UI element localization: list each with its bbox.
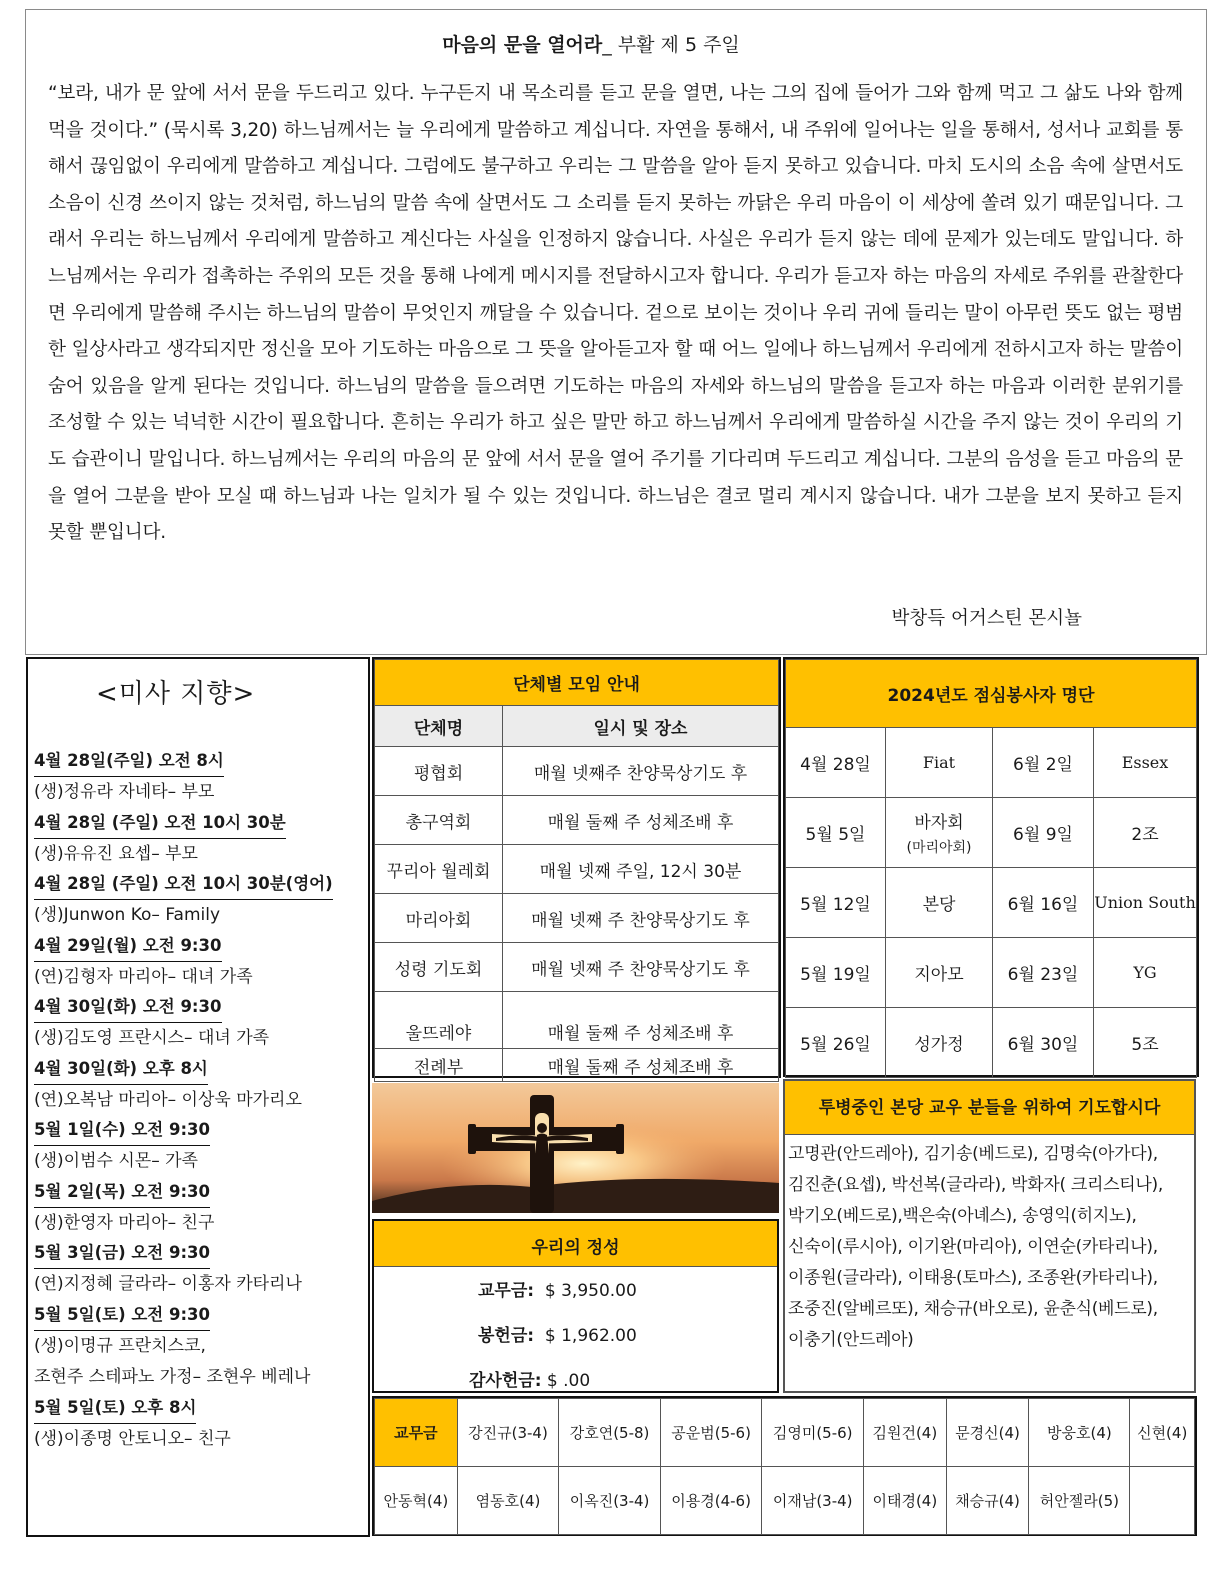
kyomu-member: 공운범(5-6) xyxy=(660,1399,762,1467)
reflection-title-main: 마음의 문을 열어라 xyxy=(442,34,603,56)
lunch-group: Union South xyxy=(1094,868,1197,938)
kyomugeum-rows xyxy=(375,1399,1195,1535)
mass-date: 5월 3일(금) 오전 9:30 xyxy=(34,1239,210,1269)
reflection-body: “보라, 내가 문 앞에 서서 문을 두드리고 있다. 누구든지 내 목소리를 듣고 문을 열면, 나는 그의 집에 들어가 그와 함께 먹고 그 삶도 나와 함께 먹을 것이다.” (묵시록 3,20) 하느님께서는 늘 우리에게 말씀하고 계십니다. 자연을 통해서, 내 주위에 일어나는 일을 통해서, 성서나 교회를 통해서 끊임없이 우리에게 말씀하고 계십니다. 그럼에도 불구하고 우리는 그 말씀을 알아 듣지 못하고 있습니다. 마치 도시의 소음 속에 살면서도 소음이 신경 쓰이지 않는 것처럼, 하느님의 말씀 속에 살면서도 그 소리를 듣지 못하는 까닭은 우리 마음이 이 세상에 쏠려 있기 때문입니다. 그래서 우리는 하느님께서 우리에게 말씀하고 계신다는 사실을 인정하지 않습니다. 사실은 우리가 듣지 않는 데에 문제가 있는데도 말입니다. 하느님께서는 우리가 접촉하는 주위의 모든 것을 통해 나에게 메시지를 전달하시고자 합니다. 우리가 듣고자 하는 마음의 자세로 주위를 관찰한다면 우리에게 말씀해 주시는 하느님의 말씀이 무엇인지 깨달을 수 있습니다. 겉으로 보이는 것이나 우리 귀에 들리는 말이 아무런 뜻도 없는 평범한 일상사라고 생각되지만 정신을 모아 기도하는 마음으로 그 뜻을 알아듣고자 할 때 어느 일에나 하느님께서 우리에게 전하시고자 하는 말씀이 숨어 있음을 알게 된다는 것입니다. 하느님의 말씀을 들으려면 기도하는 마음의 자세와 하느님의 말씀을 듣고자 하는 마음과 이러한 분위기를 조성할 수 있는 넉넉한 시간이 필요합니다. 흔히는 우리가 하고 싶은 말만 하고 하느님께서 우리에게 말씀하실 시간을 주지 않는 것이 우리의 기도 습관이니 말입니다. 하느님께서는 우리의 마음의 문 앞에 서서 문을 열어 주기를 기다리며 두드리고 계십니다. 그분의 음성을 듣고 마음의 문을 열어 그분을 받아 모실 때 하느님과 나는 일치가 될 수 있는 것입니다. 하느님은 결코 멀리 계시지 않습니다. 내가 그분을 보지 못하고 듣지 못할 뿐입니다. xyxy=(48,83,1183,544)
prayer-line: 조중진(알베르또), 채승규(바오로), 윤춘식(베드로), xyxy=(788,1299,1158,1319)
prayer-panel xyxy=(783,1079,1196,1393)
lunch-date: 6월 9일 xyxy=(993,798,1094,868)
mass-intentions-list xyxy=(34,747,364,1455)
kyomugeum-panel xyxy=(372,1396,1197,1536)
mass-date: 5월 2일(목) 오전 9:30 xyxy=(34,1178,210,1208)
group-name: 총구역회 xyxy=(375,796,503,845)
group-schedule: 매월 넷째주 찬양묵상기도 후 xyxy=(503,747,779,796)
group-schedule: 매월 둘째 주 성체조배 후 xyxy=(503,992,779,1049)
prayer-title: 투병중인 본당 교우 분들을 위하여 기도합시다 xyxy=(785,1081,1194,1135)
reflection-title xyxy=(26,30,1156,57)
lunch-group-name: Fiat xyxy=(922,753,956,772)
kyomu-member: 이옥진(3-4) xyxy=(559,1467,661,1535)
group-row xyxy=(375,943,779,992)
reflection-section xyxy=(25,9,1207,655)
mass-date: 4월 28일 (주일) 오전 10시 30분(영어) xyxy=(34,870,333,900)
mass-intention: 조현주 스테파노 가정– 조현우 베레나 xyxy=(34,1367,311,1387)
prayer-line: 신숙이(루시아), 이기완(마리아), 이연순(카타리나), xyxy=(788,1237,1158,1257)
mass-intention: (생)한영자 마리아– 친구 xyxy=(34,1212,215,1233)
kyomu-member: 이태경(4) xyxy=(863,1467,946,1535)
prayer-list xyxy=(785,1135,1194,1356)
prayer-line: 김진춘(요셉), 박선복(글라라), 박화자( 크리스티나), xyxy=(788,1175,1163,1195)
lunch-volunteers-title: 2024년도 점심봉사자 명단 xyxy=(786,660,1197,728)
lunch-group xyxy=(886,728,993,798)
group-schedule: 매월 넷째 주 찬양묵상기도 후 xyxy=(503,943,779,992)
offering-panel xyxy=(372,1219,779,1393)
offering-row-bongheon xyxy=(478,1321,637,1346)
group-schedule: 매월 둘째 주 성체조배 후 xyxy=(503,796,779,845)
kyomu-member: 방웅호(4) xyxy=(1029,1399,1130,1467)
lunch-group-name: 성가정 xyxy=(914,1035,964,1055)
group-row xyxy=(375,1049,779,1082)
mass-intention: (생)이명규 프란치스코, xyxy=(34,1335,206,1356)
lunch-row xyxy=(786,938,1197,1008)
lunch-date: 6월 2일 xyxy=(993,728,1094,798)
mass-intention: (생)이범수 시몬– 가족 xyxy=(34,1151,198,1171)
lunch-group: 2조 xyxy=(1094,798,1197,868)
mass-intention: (생)유유진 요셉– 부모 xyxy=(34,843,198,864)
mass-date: 4월 30일(화) 오후 8시 xyxy=(34,1055,208,1085)
offering-label: 봉헌금: xyxy=(478,1326,535,1346)
offering-label: 감사헌금: xyxy=(469,1371,542,1391)
group-header-name: 단체명 xyxy=(375,706,503,747)
mass-intention: (생)김도영 프란시스– 대녀 가족 xyxy=(34,1028,270,1048)
lunch-date: 6월 23일 xyxy=(993,938,1094,1008)
lunch-group-sub: (마리아회) xyxy=(906,840,972,856)
offering-value: $ 1,962.00 xyxy=(544,1326,637,1346)
mass-intention: (생)이종명 안토니오– 친구 xyxy=(34,1428,231,1449)
kyomu-member: 강호연(5-8) xyxy=(559,1399,661,1467)
group-name: 평협회 xyxy=(375,747,503,796)
mass-intentions-title: <미사 지향> xyxy=(96,679,256,709)
group-row xyxy=(375,796,779,845)
offering-title: 우리의 정성 xyxy=(374,1221,777,1267)
group-name: 전례부 xyxy=(375,1049,503,1082)
lunch-date: 6월 16일 xyxy=(993,868,1094,938)
prayer-line: 고명관(안드레아), 김기송(베드로), 김명숙(아가다), xyxy=(788,1144,1158,1164)
reflection-author: 박창득 어거스틴 몬시뇰 xyxy=(891,608,1082,629)
group-name: 꾸리아 월레회 xyxy=(375,845,503,894)
kyomu-member: 염동호(4) xyxy=(457,1467,559,1535)
lunch-volunteers-table xyxy=(785,659,1197,1078)
kyomu-row xyxy=(375,1467,1195,1535)
offering-value: $ .00 xyxy=(546,1371,591,1391)
group-name: 성령 기도회 xyxy=(375,943,503,992)
kyomu-member: 김영미(5-6) xyxy=(762,1399,864,1467)
lunch-date: 5월 26일 xyxy=(786,1008,886,1078)
lunch-row xyxy=(786,1008,1197,1078)
kyomu-member: 김원건(4) xyxy=(863,1399,946,1467)
lunch-rows xyxy=(786,728,1197,1078)
lunch-group: Essex xyxy=(1094,728,1197,798)
group-row xyxy=(375,845,779,894)
group-meetings-title: 단체별 모임 안내 xyxy=(375,660,779,706)
prayer-line: 박기오(베드로),백은숙(아녜스), 송영익(히지노), xyxy=(788,1206,1137,1226)
offering-row-kyomu xyxy=(478,1276,637,1301)
mass-intention: (연)김형자 마리아– 대녀 가족 xyxy=(34,966,253,987)
lunch-group xyxy=(886,938,993,1008)
kyomu-member: 이용경(4-6) xyxy=(660,1467,762,1535)
mass-date: 5월 1일(수) 오전 9:30 xyxy=(34,1116,210,1146)
kyomu-member: 신현(4) xyxy=(1130,1399,1195,1467)
lunch-group: YG xyxy=(1094,938,1197,1008)
offering-label: 교무금: xyxy=(478,1281,535,1301)
kyomu-row xyxy=(375,1399,1195,1467)
group-meetings-table xyxy=(374,659,779,1082)
kyomu-label: 교무금 xyxy=(375,1399,458,1467)
group-schedule: 매월 넷째 주 찬양묵상기도 후 xyxy=(503,894,779,943)
kyomu-member: 채승규(4) xyxy=(946,1467,1029,1535)
kyomu-member: 문경신(4) xyxy=(946,1399,1029,1467)
kyomugeum-table xyxy=(374,1398,1195,1535)
lunch-group-name: 바자회 xyxy=(914,813,964,833)
lunch-group-name: 본당 xyxy=(922,895,956,915)
lunch-group xyxy=(886,1008,993,1078)
lunch-date: 6월 30일 xyxy=(993,1008,1094,1078)
group-name: 울뜨레야 xyxy=(375,992,503,1049)
group-name: 마리아회 xyxy=(375,894,503,943)
lunch-date: 5월 12일 xyxy=(786,868,886,938)
group-rows xyxy=(375,747,779,1082)
cross-sunset-image xyxy=(372,1083,779,1213)
mass-intention: (생)Junwon Ko– Family xyxy=(34,905,221,925)
mass-date: 4월 30일(화) 오전 9:30 xyxy=(34,993,222,1023)
lunch-date: 5월 19일 xyxy=(786,938,886,1008)
lunch-group-name: 지아모 xyxy=(914,965,964,985)
lunch-volunteers-panel xyxy=(783,657,1199,1077)
group-schedule: 매월 넷째 주일, 12시 30분 xyxy=(503,845,779,894)
prayer-line: 이종원(글라라), 이태용(토마스), 조종완(카타리나), xyxy=(788,1268,1158,1288)
mass-date: 4월 29일(월) 오전 9:30 xyxy=(34,932,222,962)
mass-date: 5월 5일(토) 오전 9:30 xyxy=(34,1301,210,1331)
mass-date: 4월 28일(주일) 오전 8시 xyxy=(34,747,224,777)
lunch-row xyxy=(786,798,1197,868)
kyomu-member xyxy=(1130,1467,1195,1535)
kyomu-member: 허안젤라(5) xyxy=(1029,1467,1130,1535)
mass-intention: (생)정유라 자네타– 부모 xyxy=(34,782,215,802)
mass-intention: (연)지정혜 글라라– 이홍자 카타리나 xyxy=(34,1274,302,1294)
kyomu-member: 안동혁(4) xyxy=(375,1467,458,1535)
lunch-row xyxy=(786,868,1197,938)
mass-date: 5월 5일(토) 오후 8시 xyxy=(34,1394,196,1424)
offering-row-thanks xyxy=(469,1366,590,1391)
cross-sunset-graphic xyxy=(372,1083,779,1213)
lunch-date: 4월 28일 xyxy=(786,728,886,798)
mass-date: 4월 28일 (주일) 오전 10시 30분 xyxy=(34,809,286,839)
offering-value: $ 3,950.00 xyxy=(544,1281,637,1301)
group-header-schedule: 일시 및 장소 xyxy=(503,706,779,747)
mass-intention: (연)오복남 마리아– 이상욱 마가리오 xyxy=(34,1089,302,1110)
kyomu-member: 강진규(3-4) xyxy=(457,1399,559,1467)
lunch-date: 5월 5일 xyxy=(786,798,886,868)
group-meetings-panel xyxy=(372,657,781,1078)
mass-intentions-panel xyxy=(26,657,370,1537)
group-schedule: 매월 둘째 주 성체조배 후 xyxy=(503,1049,779,1082)
lunch-group xyxy=(886,868,993,938)
kyomu-member: 이재남(3-4) xyxy=(762,1467,864,1535)
lunch-row xyxy=(786,728,1197,798)
lunch-group xyxy=(886,798,993,868)
group-row xyxy=(375,894,779,943)
group-row xyxy=(375,747,779,796)
group-row xyxy=(375,992,779,1049)
prayer-line: 이충기(안드레아) xyxy=(788,1330,914,1350)
lunch-group: 5조 xyxy=(1094,1008,1197,1078)
reflection-title-sub: _ 부활 제 5 주일 xyxy=(602,34,740,56)
